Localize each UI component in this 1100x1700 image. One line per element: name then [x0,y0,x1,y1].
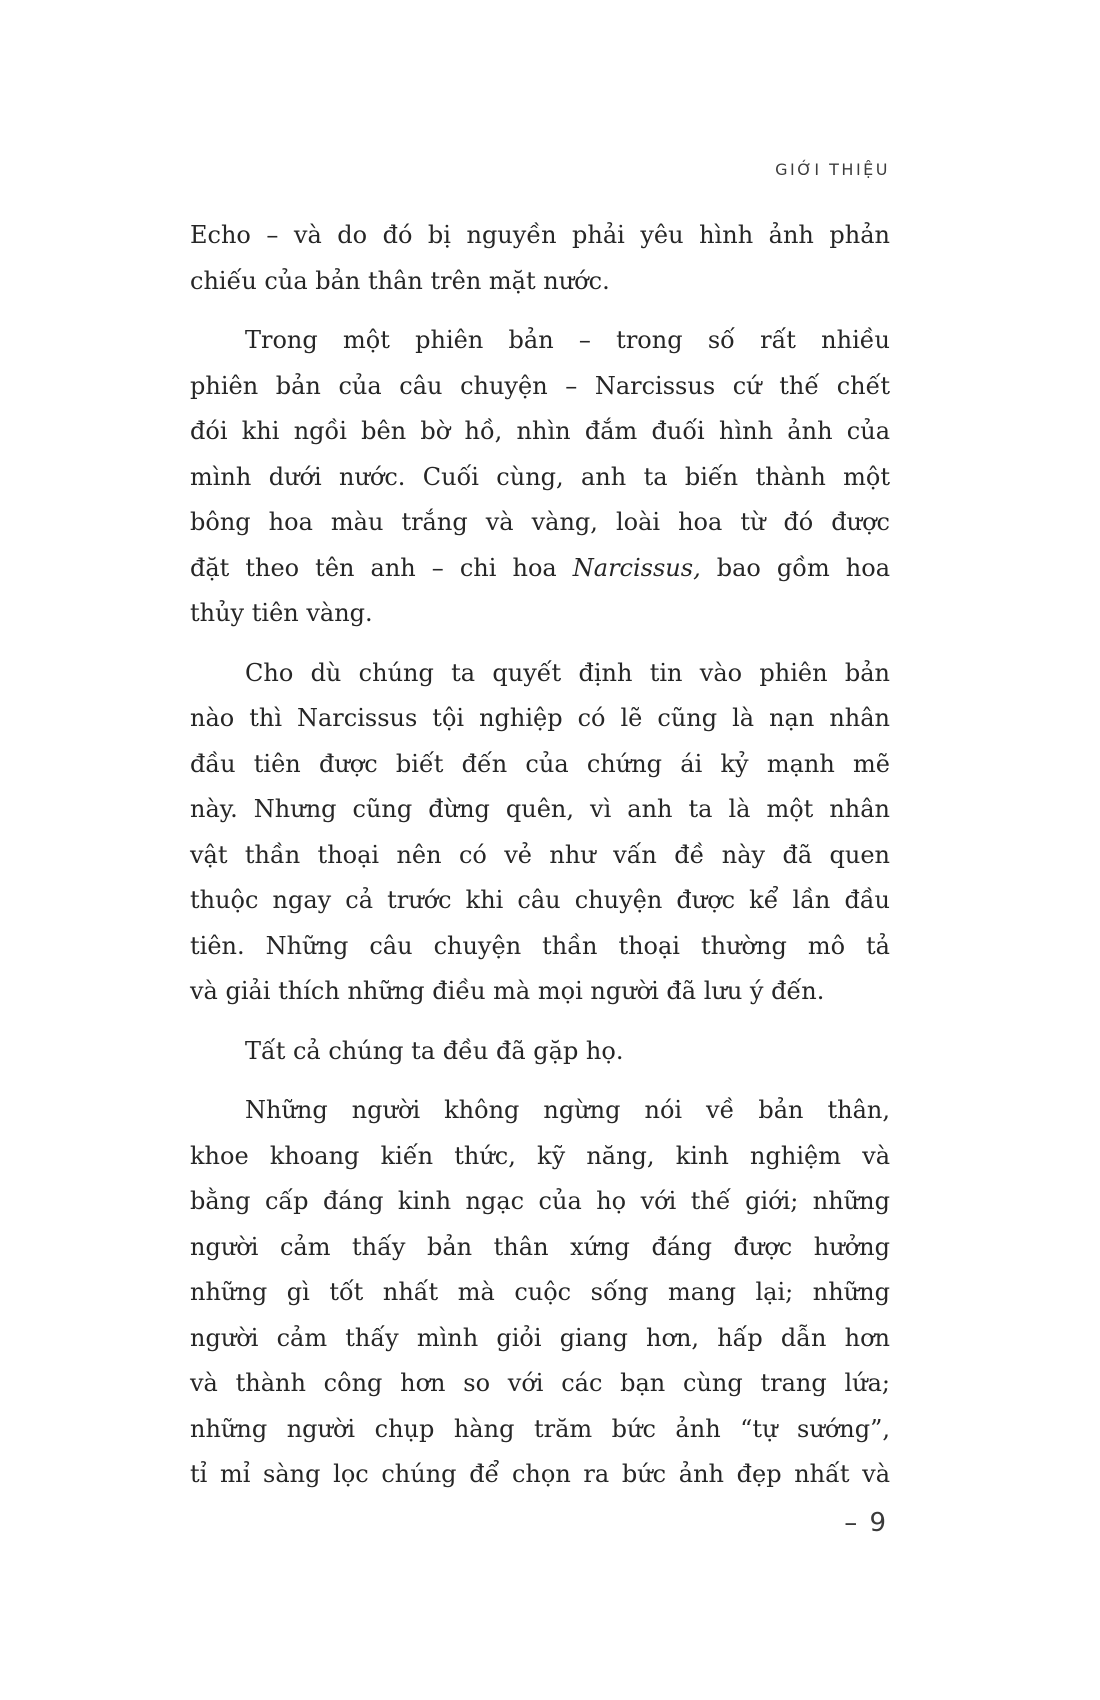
text-line [190,878,890,924]
text-line [190,213,890,259]
text-line [190,591,890,637]
text-segment: bông hoa màu trắng và vàng, loài hoa từ đó được [190,508,890,536]
running-head: GIỚI THIỆU [775,160,890,179]
text-segment: Cho dù chúng ta quyết định tin vào phiên bản [245,658,890,687]
text-line [190,924,890,970]
text-segment: Trong một phiên bản – trong số rất nhiều [245,326,890,354]
text-segment: thuộc ngay cả trước khi câu chuyện được kể lần đầu [190,886,890,914]
text-segment: nào thì Narcissus tội nghiệp có lẽ cũng là nạn nhân [190,704,890,732]
text-line [190,787,890,833]
text-line [190,364,890,410]
text-line [190,833,890,879]
italic-text: Narcissus, [572,553,701,582]
text-segment: và giải thích những điều mà mọi người đã lưu ý đến. [190,977,825,1005]
page-number: – 9 [844,1508,888,1538]
text-segment: mình dưới nước. Cuối cùng, anh ta biến thành một [190,462,890,491]
text-line [190,1088,890,1134]
text-segment: này. Nhưng cũng đừng quên, vì anh ta là một nhân [190,795,890,823]
text-segment: Tất cả chúng ta đều đã gặp họ. [245,1036,624,1065]
text-segment: vật thần thoại nên có vẻ như vấn đề này đã quen [190,840,890,869]
text-line [190,1361,890,1407]
text-segment: và thành công hơn so với các bạn cùng trang lứa; [190,1369,890,1397]
text-line [190,1134,890,1180]
text-line [190,259,890,305]
text-line [190,1316,890,1362]
text-segment: Echo – và do đó bị nguyền phải yêu hình ảnh phản [190,221,890,249]
text-segment: những người chụp hàng trăm bức ảnh “tự sướng”, [190,1414,890,1443]
text-line [190,742,890,788]
text-segment: phiên bản của câu chuyện – Narcissus cứ thế chết [190,371,890,400]
text-line [190,1179,890,1225]
text-line [190,318,890,364]
text-line [190,409,890,455]
text-line [190,1029,890,1075]
text-segment: bao gồm hoa [700,553,891,582]
text-line [190,546,890,592]
text-segment: tiên. Những câu chuyện thần thoại thường mô tả [190,931,890,960]
text-segment: đói khi ngồi bên bờ hồ, nhìn đắm đuối hình ảnh của [190,417,890,445]
text-segment: người cảm thấy bản thân xứng đáng được hưởng [190,1232,890,1261]
paragraph [190,213,890,304]
paragraph [190,1029,890,1075]
text-segment: Những người không ngừng nói về bản thân, [245,1096,890,1124]
text-segment: những gì tốt nhất mà cuộc sống mang lại; những [190,1278,890,1306]
text-line [190,1452,890,1498]
text-line [190,1270,890,1316]
text-segment: người cảm thấy mình giỏi giang hơn, hấp dẫn hơn [190,1323,890,1352]
text-line [190,455,890,501]
text-segment: tỉ mỉ sàng lọc chúng để chọn ra bức ảnh đẹp nhất và [190,1460,890,1488]
text-segment: khoe khoang kiến thức, kỹ năng, kinh nghiệm và [190,1141,890,1170]
paragraph [190,318,890,637]
paragraph [190,1088,890,1498]
text-segment: bằng cấp đáng kinh ngạc của họ với thế giới; những [190,1187,890,1215]
text-segment: đầu tiên được biết đến của chứng ái kỷ mạnh mẽ [190,749,890,778]
text-line [190,1407,890,1453]
paragraph [190,651,890,1015]
text-line [190,1225,890,1271]
text-segment: đặt theo tên anh – chi hoa [190,553,573,582]
text-line [190,651,890,697]
text-segment: chiếu của bản thân trên mặt nước. [190,266,610,295]
body-text [190,213,890,1498]
text-segment: thủy tiên vàng. [190,599,373,627]
text-line [190,696,890,742]
text-line [190,969,890,1015]
text-line [190,500,890,546]
